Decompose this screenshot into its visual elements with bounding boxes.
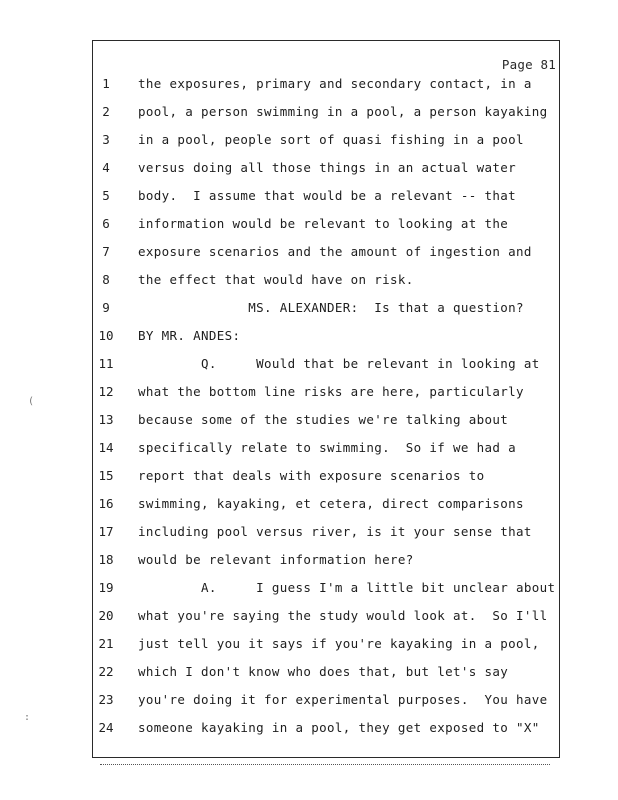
line-text: in a pool, people sort of quasi fishing in a pool [138,132,524,147]
line-text: exposure scenarios and the amount of ingestion and [138,244,532,259]
line-number: 22 [98,664,114,679]
line-text: which I don't know who does that, but let's say [138,664,509,679]
line-text: just tell you it says if you're kayaking in a pool, [138,636,540,651]
line-text: including pool versus river, is it your sense that [138,524,532,539]
line-text: Q. Would that be relevant in looking at [138,356,540,371]
line-number: 4 [102,160,110,175]
line-text: you're doing it for experimental purposes. You have [138,692,548,707]
line-text: A. I guess I'm a little bit unclear about [138,580,556,595]
line-number: 19 [98,580,114,595]
line-number: 7 [102,244,110,259]
line-number: 8 [102,272,110,287]
line-text: the effect that would have on risk. [138,272,414,287]
line-text: swimming, kayaking, et cetera, direct comparisons [138,496,524,511]
line-text: would be relevant information here? [138,552,414,567]
line-number: 18 [98,552,114,567]
scan-speck: ( [28,396,35,407]
line-text: report that deals with exposure scenarios to [138,468,485,483]
line-number: 15 [98,468,114,483]
page-number-label: Page 81 [501,57,556,72]
line-number: 5 [102,188,110,203]
line-number: 2 [102,104,110,119]
line-text: what you're saying the study would look at. So I'll [138,608,548,623]
line-number: 6 [102,216,110,231]
line-number: 21 [98,636,114,651]
line-text: what the bottom line risks are here, particularly [138,384,524,399]
line-text: information would be relevant to looking at the [138,216,509,231]
line-number: 12 [98,384,114,399]
line-number: 16 [98,496,114,511]
line-number: 11 [98,356,114,371]
line-text: MS. ALEXANDER: Is that a question? [138,300,524,315]
line-text: specifically relate to swimming. So if we had a [138,440,517,455]
line-number: 14 [98,440,114,455]
line-text: body. I assume that would be a relevant -- that [138,188,517,203]
line-text: BY MR. ANDES: [138,328,241,343]
line-number: 10 [98,328,114,343]
line-number: 17 [98,524,114,539]
line-number: 20 [98,608,114,623]
bottom-rule [100,764,550,766]
line-number: 23 [98,692,114,707]
line-text: the exposures, primary and secondary contact, in a [138,76,532,91]
line-text: pool, a person swimming in a pool, a person kayaking [138,104,548,119]
line-number: 13 [98,412,114,427]
line-number: 24 [98,720,114,735]
scan-speck: : [24,712,31,723]
line-number: 9 [102,300,110,315]
line-number: 1 [102,76,110,91]
line-text: because some of the studies we're talking about [138,412,509,427]
line-text: versus doing all those things in an actual water [138,160,517,175]
line-number: 3 [102,132,110,147]
line-text: someone kayaking in a pool, they get exposed to "X" [138,720,540,735]
